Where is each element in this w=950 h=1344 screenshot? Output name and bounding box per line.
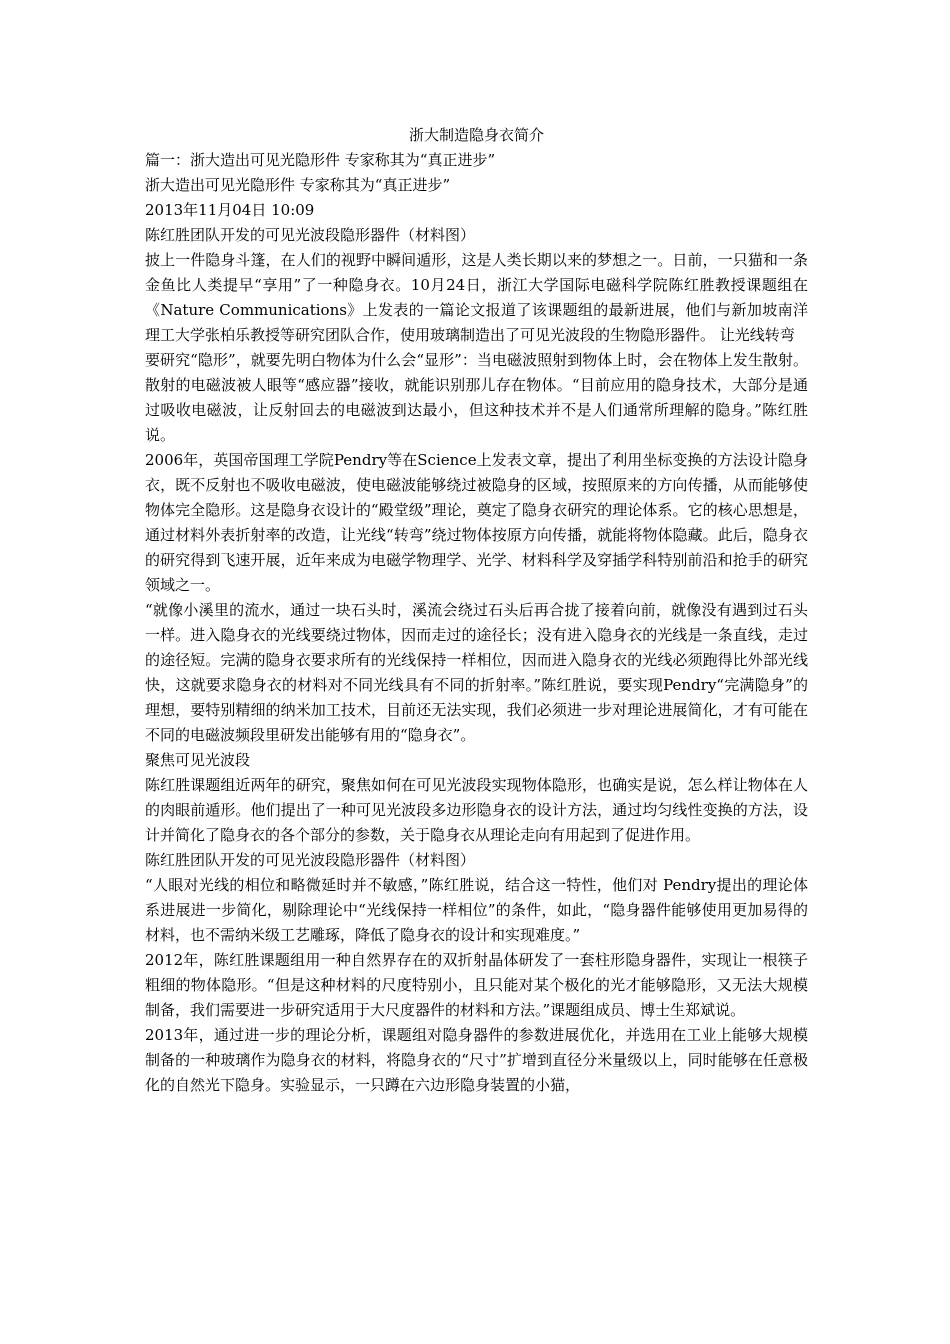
image-caption: 陈红胜团队开发的可见光波段隐形器件（材料图）: [145, 226, 476, 244]
paragraph: 2006年，英国帝国理工学院Pendry等在Science上发表文章，提出了利用坐标变换的方法设计隐身衣，既不反射也不吸收电磁波，使电磁波能够绕过被隐身的区域，按照原来的方向传播，从而能够使物体完全隐形。这是隐身衣设计的“殿堂级”理论，奠定了隐身衣研究的理论体系。它的核心思想是，通过材料外表折射率的改造，让光线“转弯”绕过物体按原方向传播，就能将物体隐藏。此后，隐身衣的研究得到飞速开展，近年来成为电磁学物理学、光学、材料科学及穿插学科特别前沿和抢手的研究领域之一。: [145, 451, 808, 594]
document-page: [145, 123, 808, 1098]
paragraph: 2012年，陈红胜课题组用一种自然界存在的双折射晶体研发了一套柱形隐身器件，实现让一根筷子粗细的物体隐形。“但是这种材料的尺度特别小，且只能对某个极化的光才能够隐形，又无法大规模制备，我们需要进一步研究适用于大尺度器件的材料和方法。”课题组成员、博士生郑斌说。: [145, 951, 808, 1019]
document-title: 浙大制造隐身衣简介: [408, 126, 544, 144]
paragraph: 披上一件隐身斗篷，在人们的视野中瞬间遁形，这是人类长期以来的梦想之一。日前，一只猫和一条金鱼比人类提早“享用”了一种隐身衣。10月24日，浙江大学国际电磁科学院陈红胜教授课题组在《Nature Communications》上发表的一篇论文报道了该课题组的最新进展，他们与新加坡南洋理工大学张柏乐教授等研究团队合作，使用玻璃制造出了可见光波段的生物隐形器件。 让光线转弯: [145, 251, 808, 344]
paragraph: “人眼对光线的相位和略微延时并不敏感，”陈红胜说，结合这一特性，他们对 Pendry提出的理论体系进展进一步简化，剔除理论中“光线保持一样相位”的条件，如此，“隐身器件能够使用更加易得的材料，也不需纳米级工艺雕琢，降低了隐身衣的设计和实现难度。”: [145, 876, 808, 944]
image-caption: 陈红胜团队开发的可见光波段隐形器件（材料图）: [145, 851, 476, 869]
article-headline: 浙大造出可见光隐形件 专家称其为“真正进步”: [145, 176, 451, 194]
paragraph: 要研究“隐形”，就要先明白物体为什么会“显形”：当电磁波照射到物体上时，会在物体上发生散射。散射的电磁波被人眼等“感应器”接收，就能识别那儿存在物体。“目前应用的隐身技术，大部分是通过吸收电磁波，让反射回去的电磁波到达最小，但这种技术并不是人们通常所理解的隐身。”陈红胜说。: [145, 351, 808, 444]
paragraph: 陈红胜课题组近两年的研究，聚焦如何在可见光波段实现物体隐形，也确实是说，怎么样让物体在人的肉眼前遁形。他们提出了一种可见光波段多边形隐身衣的设计方法，通过均匀线性变换的方法，设计并简化了隐身衣的各个部分的参数，关于隐身衣从理论走向有用起到了促进作用。: [145, 776, 808, 844]
subheading: 聚焦可见光波段: [145, 751, 251, 769]
paragraph: 2013年，通过进一步的理论分析，课题组对隐身器件的参数进展优化，并选用在工业上能够大规模制备的一种玻璃作为隐身衣的材料，将隐身衣的“尺寸”扩增到直径分米量级以上，同时能够在任意极化的自然光下隐身。实验显示，一只蹲在六边形隐身装置的小猫，: [145, 1026, 808, 1094]
paragraph: “就像小溪里的流水，通过一块石头时，溪流会绕过石头后再合拢了接着向前，就像没有遇到过石头一样。进入隐身衣的光线要绕过物体，因而走过的途径长；没有进入隐身衣的光线是一条直线，走过的途径短。完满的隐身衣要求所有的光线保持一样相位，因而进入隐身衣的光线必须跑得比外部光线快，这就要求隐身衣的材料对不同光线具有不同的折射率。”陈红胜说，要实现Pendry“完满隐身”的理想，要特别精细的纳米加工技术，目前还无法实现，我们必须进一步对理论进展简化，才有可能在不同的电磁波频段里研发出能够有用的“隐身衣”。: [145, 601, 808, 744]
article-date: 2013年11月04日 10:09: [145, 201, 315, 219]
section-heading: 篇一：浙大造出可见光隐形件 专家称其为“真正进步”: [145, 151, 496, 169]
